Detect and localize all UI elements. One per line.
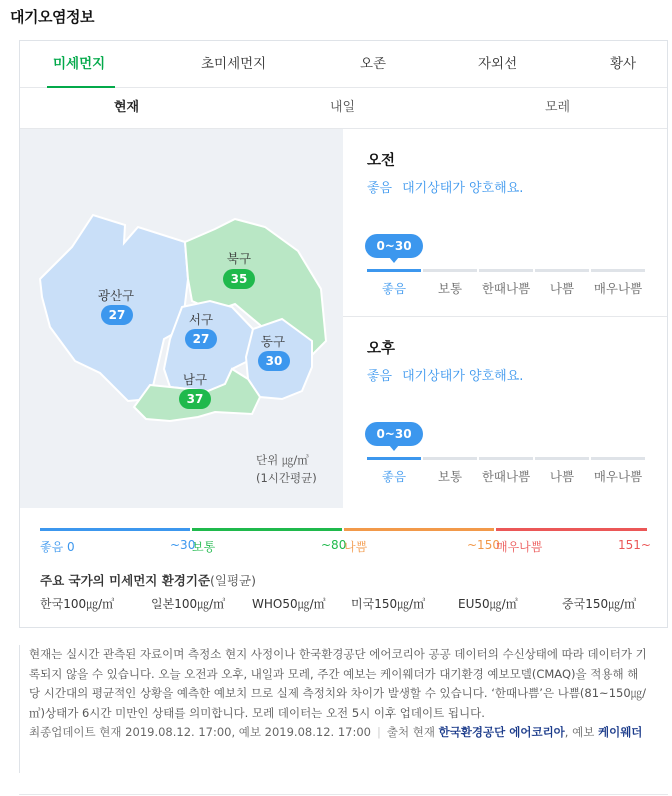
unit-note	[256, 451, 317, 487]
status-line-pm	[367, 365, 523, 384]
level-label-sometimes-bad-am: 한때나쁨	[481, 281, 531, 296]
scale-very-bad-min: 151~	[618, 538, 651, 552]
district-name-gwangsan: 광산구	[97, 288, 135, 303]
level-bar-am	[367, 269, 647, 273]
status-message-pm: 대기상태가 양호해요.	[402, 369, 524, 384]
standard-korea: 한국100㎍/㎥	[40, 597, 115, 611]
unit-label: 단위	[256, 453, 279, 467]
standard-who: WHO50㎍/㎥	[252, 597, 326, 611]
period-title-am: 오전	[367, 153, 396, 169]
level-seg-good-pm	[367, 457, 421, 460]
grade-scale	[40, 528, 651, 568]
scale-normal-label: 보통	[192, 540, 216, 554]
status-word-am: 좋음	[367, 181, 393, 196]
subtab-now[interactable]: 현재	[114, 100, 140, 115]
standard-japan: 일본100㎍/㎥	[151, 597, 226, 611]
page-title: 대기오염정보	[10, 8, 94, 26]
district-map	[20, 129, 343, 508]
status-word-pm: 좋음	[367, 369, 393, 384]
scale-good-label: 좋음	[40, 540, 64, 554]
scale-good-start	[40, 538, 75, 555]
level-seg-very-bad-am	[591, 269, 645, 272]
forecast-pm	[343, 317, 667, 508]
subtab-tomorrow[interactable]: 내일	[330, 100, 356, 115]
standard-china: 중국150㎍/㎥	[562, 597, 637, 611]
level-seg-bad-am	[535, 269, 589, 272]
scale-bad-max: ~150	[467, 538, 500, 552]
level-label-very-bad-am: 매우나쁨	[593, 281, 643, 296]
standards-title-main: 주요 국가의 미세먼지 환경기준	[40, 573, 211, 588]
tab-yellow-dust[interactable]: 황사	[610, 56, 637, 72]
district-value-nam: 37	[179, 389, 211, 409]
tab-ultrafine-dust[interactable]: 초미세먼지	[201, 56, 267, 72]
scale-line-normal	[192, 528, 342, 531]
district-value-buk: 35	[223, 269, 255, 289]
forecast-am	[343, 129, 667, 317]
level-seg-sometimes-bad-pm	[479, 457, 533, 460]
notice-text: 현재는 실시간 관측된 자료이며 측정소 현지 사정이나 한국환경공단 에어코리아 공공 데이터의 수신상태에 따라 데이터가 기록되지 않을 수 있습니다. 오늘 오전과 오후, 내일과 모레, 주간 예보는 케이웨더가 대기환경 예보모델(CMAQ)을 적용해 해당 시간대의 평균적인 상황을 예측한 예보치 므로 실제 측정치와 차이가 발생할 수 있습니다. ‘한때나쁨’은 나쁨(81~150㎍/㎥)상태가 6시간 미만인 상태를 의미합니다. 모레 데이터는 오전 5시 이후 업데이트 됩니다.	[29, 647, 647, 720]
tab-uv[interactable]: 자외선	[478, 56, 518, 72]
scale-normal-max: ~80	[321, 538, 347, 552]
level-seg-normal-pm	[423, 457, 477, 460]
level-label-sometimes-bad-pm: 한때나쁨	[481, 469, 531, 484]
district-name-buk: 북구	[226, 251, 252, 266]
level-label-bad-am: 나쁨	[549, 281, 575, 296]
level-seg-bad-pm	[535, 457, 589, 460]
level-label-good-am: 좋음	[381, 281, 407, 296]
district-name-dong: 동구	[260, 334, 286, 349]
district-name-seo: 서구	[188, 312, 214, 327]
level-seg-very-bad-pm	[591, 457, 645, 460]
level-seg-sometimes-bad-am	[479, 269, 533, 272]
time-subtabs	[20, 88, 667, 129]
district-name-nam: 남구	[182, 372, 208, 387]
air-pollution-card	[19, 40, 668, 628]
district-value-seo: 27	[185, 329, 217, 349]
update-info	[29, 723, 649, 743]
source-link-kweather[interactable]: 케이웨더	[597, 725, 643, 740]
tab-fine-dust[interactable]: 미세먼지	[53, 56, 106, 72]
range-bubble-pm: 0~30	[365, 422, 423, 446]
level-label-very-bad-pm: 매우나쁨	[593, 469, 643, 484]
standards-title	[40, 571, 256, 589]
period-title-pm: 오후	[367, 341, 396, 357]
level-label-normal-am: 보통	[437, 281, 463, 296]
bottom-divider	[19, 794, 668, 795]
level-label-normal-pm: 보통	[437, 469, 463, 484]
source-link-airkorea[interactable]: 한국환경공단 에어코리아	[438, 725, 565, 740]
district-value-dong: 30	[258, 351, 290, 371]
scale-good-max: ~30	[170, 538, 196, 552]
status-line-am	[367, 177, 523, 196]
level-bar-pm	[367, 457, 647, 461]
level-label-good-pm: 좋음	[381, 469, 407, 484]
standard-eu: EU50㎍/㎥	[458, 597, 518, 611]
level-seg-good-am	[367, 269, 421, 272]
standards-list	[40, 595, 650, 613]
source-label: 출처 현재	[386, 725, 435, 740]
scale-line-very-bad	[496, 528, 647, 531]
standards-title-sub: (일평균)	[210, 573, 257, 588]
tab-ozone[interactable]: 오존	[360, 56, 387, 72]
district-value-gwangsan: 27	[101, 305, 133, 325]
subtab-day-after[interactable]: 모레	[545, 100, 571, 115]
scale-line-bad	[344, 528, 494, 531]
scale-bad-label: 나쁨	[344, 540, 368, 554]
unit-value: ㎍/㎥	[281, 453, 309, 467]
status-message-am: 대기상태가 양호해요.	[402, 181, 524, 196]
pollutant-tabs	[20, 41, 667, 88]
range-bubble-am: 0~30	[365, 234, 423, 258]
data-notice	[19, 645, 649, 773]
averaging-label: (1시간평균)	[256, 471, 317, 485]
standard-usa: 미국150㎍/㎥	[351, 597, 426, 611]
scale-good-min: 0	[67, 540, 75, 554]
forecast-source-label: , 예보	[564, 725, 595, 740]
level-seg-normal-am	[423, 269, 477, 272]
level-label-bad-pm: 나쁨	[549, 469, 575, 484]
separator: |	[376, 725, 381, 740]
scale-very-bad-label: 매우나쁨	[496, 540, 543, 554]
update-timestamp: 최종업데이트 현재 2019.08.12. 17:00, 예보 2019.08.12. 17:00	[29, 725, 371, 740]
scale-line-good	[40, 528, 190, 531]
